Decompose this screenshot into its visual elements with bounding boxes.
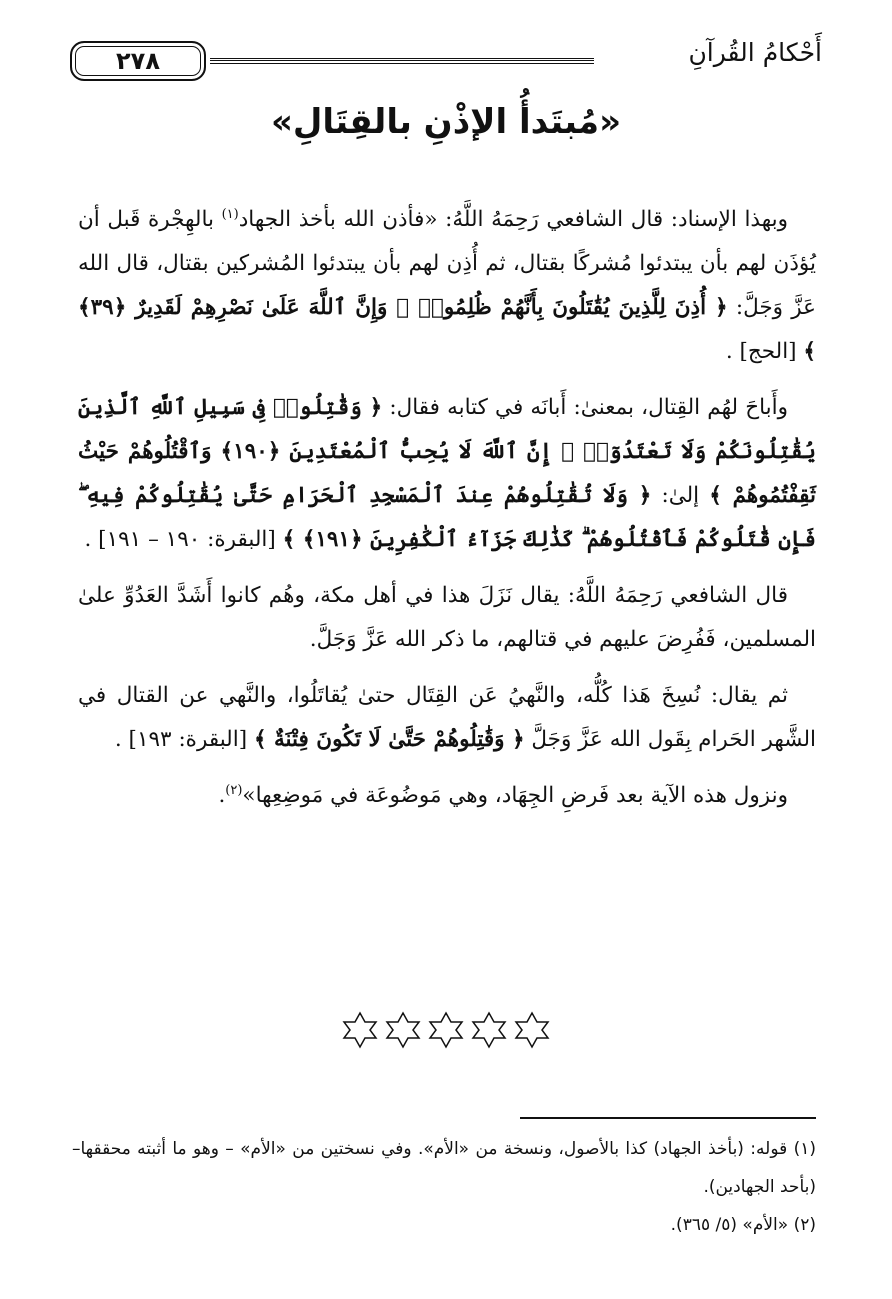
paragraph-text: قال الشافعي رَحِمَهُ اللَّهُ: يقال نَزَلَ هذا في أهل مكة، وهُم كانوا أَشَدَّ العَدُوِّ علىٰ المسلمين، فَفُرِضَ عليهم في قتالهم، ما ذكر الله عَزَّ وَجَلَّ. bbox=[78, 583, 816, 652]
star-ornament-icon bbox=[383, 1010, 423, 1050]
page-header bbox=[70, 38, 822, 84]
quran-verse: ﴿ وَلَا تُقَٰتِلُوهُمْ عِندَ ٱلْمَسْجِدِ ٱلْحَرَامِ حَتَّىٰ يُقَٰتِلُوكُمْ فِيهِ ۖ فَإِن قَٰتَلُوكُمْ فَٱقْتُلُوهُمْ ۗ كَذَٰلِكَ جَزَآءُ ٱلْكَٰفِرِينَ ﴿١٩١﴾ ﴾ bbox=[78, 483, 816, 552]
verse-reference: [البقرة: ١٩٣] . bbox=[114, 727, 254, 752]
paragraph-text: ونزول هذه الآية بعد فَرضِ الجِهَاد، وهي مَوضُوعَة في مَوضِعِها» bbox=[242, 783, 788, 808]
paragraph-5 bbox=[78, 774, 816, 818]
star-ornament-icon bbox=[512, 1010, 552, 1050]
paragraph-3 bbox=[78, 574, 816, 662]
paragraph-1 bbox=[78, 198, 816, 374]
star-ornament-icon bbox=[426, 1010, 466, 1050]
footnote-ref: (٢) bbox=[225, 782, 243, 798]
footnote-2: (٢) «الأم» (٥/ ٣٦٥). bbox=[670, 1215, 816, 1235]
verse-reference: [الحج] . bbox=[725, 339, 804, 364]
quran-verse: ﴿ أُذِنَ لِلَّذِينَ يُقَٰتَلُونَ بِأَنَّهُمْ ظُلِمُوا۟ ۚ وَإِنَّ ٱللَّهَ عَلَىٰ نَصْرِهِمْ لَقَدِيرٌ ﴿٣٩﴾ ﴾ bbox=[78, 295, 816, 364]
paragraph-text: وأَباحَ لهُم القِتال، بمعنىٰ: أَبانَه في كتابه فقال: bbox=[382, 395, 788, 420]
ornament-divider bbox=[0, 1010, 892, 1054]
section-title: «مُبتَدأُ الإذْنِ بالقِتَالِ» bbox=[270, 102, 622, 142]
star-ornament-icon bbox=[469, 1010, 509, 1050]
footnote-1: (١) قوله: (بأخذ الجهاد) كذا بالأصول، ونسخة من «الأم». وفي نسختين من «الأم» – وهو ما أثبته محققها– (بأحد الجهادين). bbox=[72, 1139, 816, 1197]
paragraph-text: ثم يقال: نُسِخَ هَذا كُلُّه، والنَّهيُ عَن القِتَال حتىٰ يُقاتَلُوا، والنَّهي عن القتال في الشَّهر الحَرام بِقَول الله عَزَّ وَجَلَّ bbox=[78, 683, 816, 752]
verse-reference: [البقرة: ١٩٠ – ١٩١] . bbox=[84, 527, 283, 552]
footnote-separator bbox=[520, 1117, 816, 1119]
main-text bbox=[78, 198, 816, 830]
header-rule bbox=[210, 58, 594, 64]
paragraph-text: إلىٰ: bbox=[651, 483, 710, 508]
paragraph-4 bbox=[78, 674, 816, 762]
quran-verse: ﴿ وَقَٰتِلُوهُمْ حَتَّىٰ لَا تَكُونَ فِتْنَةٌ ﴾ bbox=[253, 727, 525, 752]
paragraph-2 bbox=[78, 386, 816, 562]
quran-verse: ﴿ وَقَٰتِلُوا۟ فِى سَبِيلِ ٱللَّهِ ٱلَّذِينَ يُقَٰتِلُونَكُمْ وَلَا تَعْتَدُوٓا۟ ۚ إِنَّ ٱللَّهَ لَا يُحِبُّ ٱلْمُعْتَدِينَ ﴿١٩٠﴾ وَٱقْتُلُوهُمْ حَيْثُ ثَقِفْتُمُوهُمْ ﴾ bbox=[78, 395, 817, 508]
star-ornament-icon bbox=[340, 1010, 380, 1050]
paragraph-text: وبهذا الإسناد: قال الشافعي رَحِمَهُ اللَّهُ: «فأذن الله بأخذ الجهاد bbox=[238, 207, 788, 232]
book-title: أَحْكامُ القُرآنِ bbox=[688, 38, 822, 67]
footnote-ref: (١) bbox=[221, 206, 239, 222]
paragraph-text: بالهِجْرة قَبل أن يُؤذَن لهم بأن يبتدئوا مُشركًا بقتال، ثم أُذِن لهم بأن يبتدئوا المُشركين بقتال، قال الله عَزَّ وَجَلَّ: bbox=[78, 207, 816, 320]
page-number: ٢٧٨ bbox=[70, 41, 206, 81]
footnotes bbox=[72, 1130, 816, 1244]
paragraph-text: . bbox=[218, 783, 226, 808]
